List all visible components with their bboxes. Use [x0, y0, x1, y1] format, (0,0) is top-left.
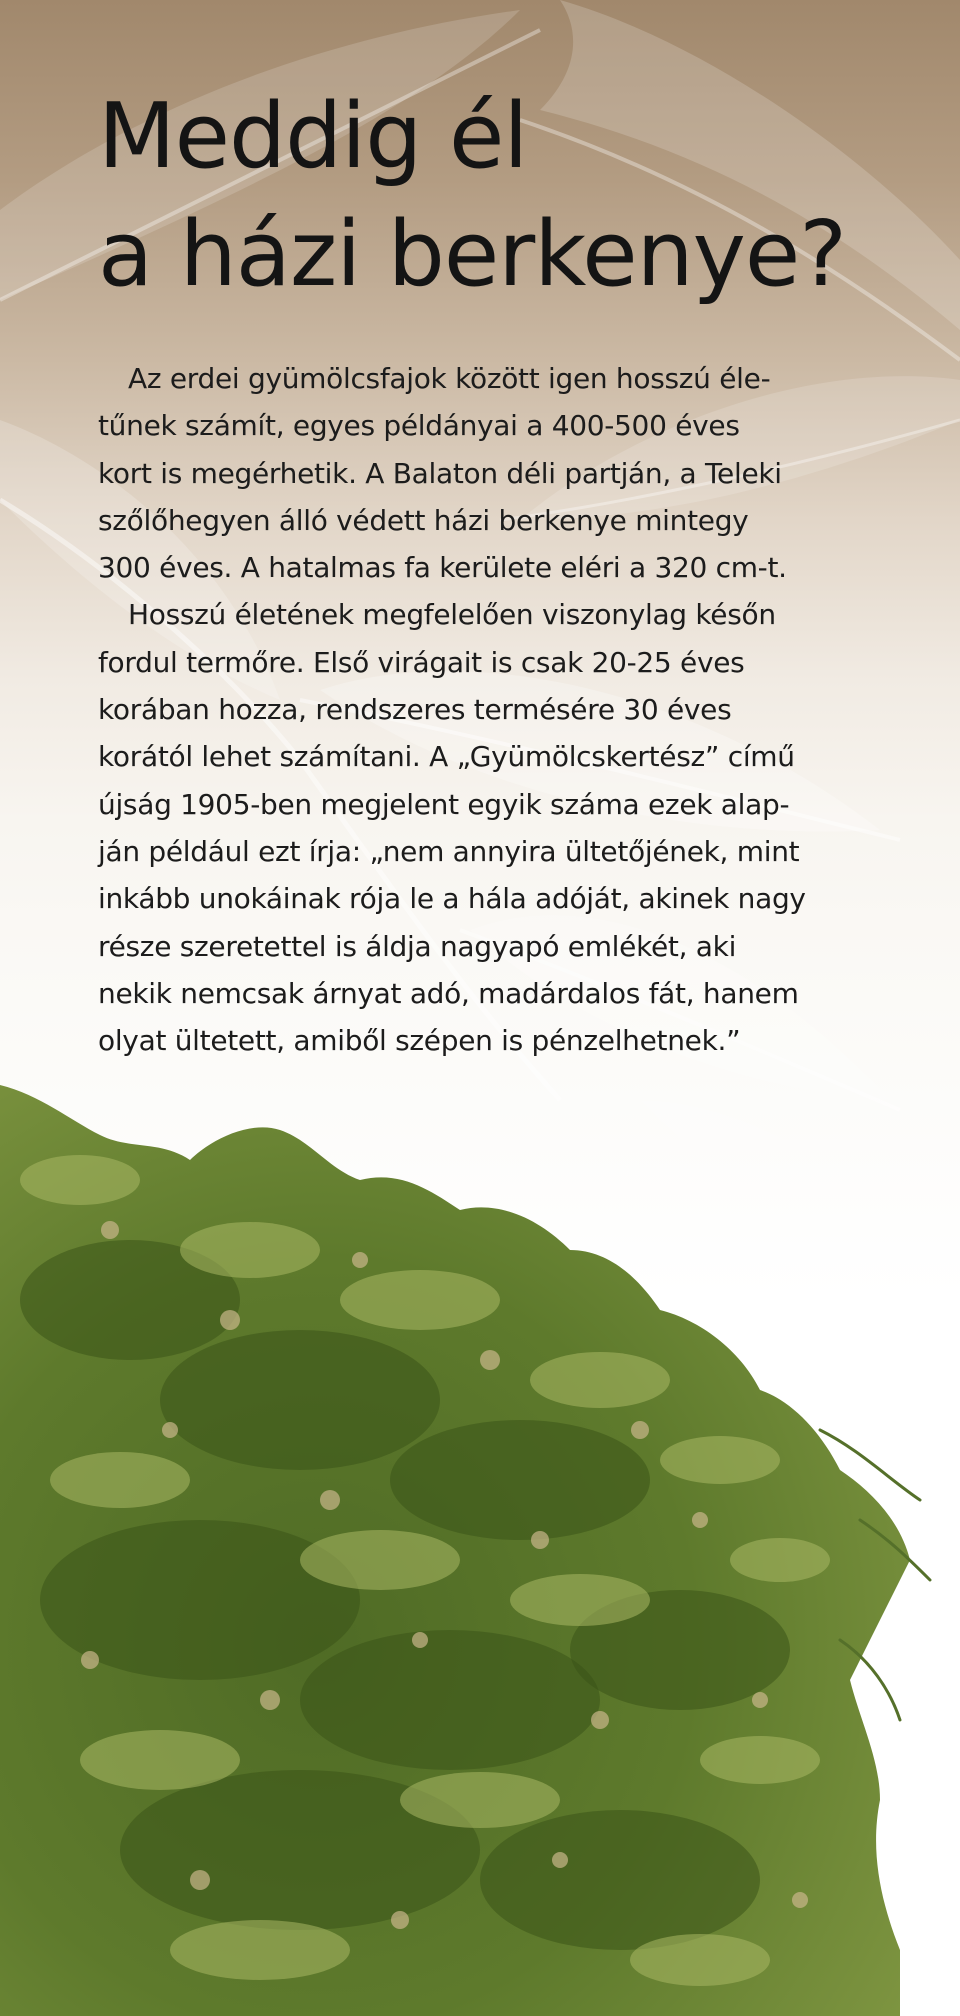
- body-line: Hosszú életének megfelelően viszonylag későn: [128, 598, 776, 632]
- body-line: fordul termőre. Első virágait is csak 20-25 éves: [98, 645, 745, 679]
- body-line: tűnek számít, egyes példányai a 400-500 éves: [98, 409, 740, 443]
- body-line: ján például ezt írja: „nem annyira ültetőjének, mint: [98, 834, 800, 868]
- page-title: [98, 78, 918, 314]
- body-line: Az erdei gyümölcsfajok között igen hosszú éle-: [128, 362, 771, 395]
- body-paragraphs: [98, 355, 878, 1064]
- body-line: olyat ültetett, amiből szépen is pénzelhetnek.”: [98, 1024, 741, 1058]
- body-line: újság 1905-ben megjelent egyik száma ezek alap-: [98, 787, 790, 821]
- body-line: korában hozza, rendszeres termésére 30 éves: [98, 693, 732, 727]
- body-line: korától lehet számítani. A „Gyümölcskertész” című: [98, 740, 795, 774]
- body-line: szőlőhegyen álló védett házi berkenye mintegy: [98, 503, 749, 537]
- body-line: inkább unokáinak rója le a hála adóját, akinek nagy: [98, 882, 806, 916]
- body-line: kort is megérhetik. A Balaton déli partján, a Teleki: [98, 456, 782, 490]
- title-line-1: Meddig él: [98, 84, 528, 189]
- body-line: része szeretettel is áldja nagyapó emlékét, aki: [98, 929, 737, 963]
- body-line: nekik nemcsak árnyat adó, madárdalos fát, hanem: [98, 976, 799, 1010]
- body-line: 300 éves. A hatalmas fa kerülete eléri a 320 cm-t.: [98, 551, 787, 585]
- title-line-2: a házi berkenye?: [98, 202, 847, 307]
